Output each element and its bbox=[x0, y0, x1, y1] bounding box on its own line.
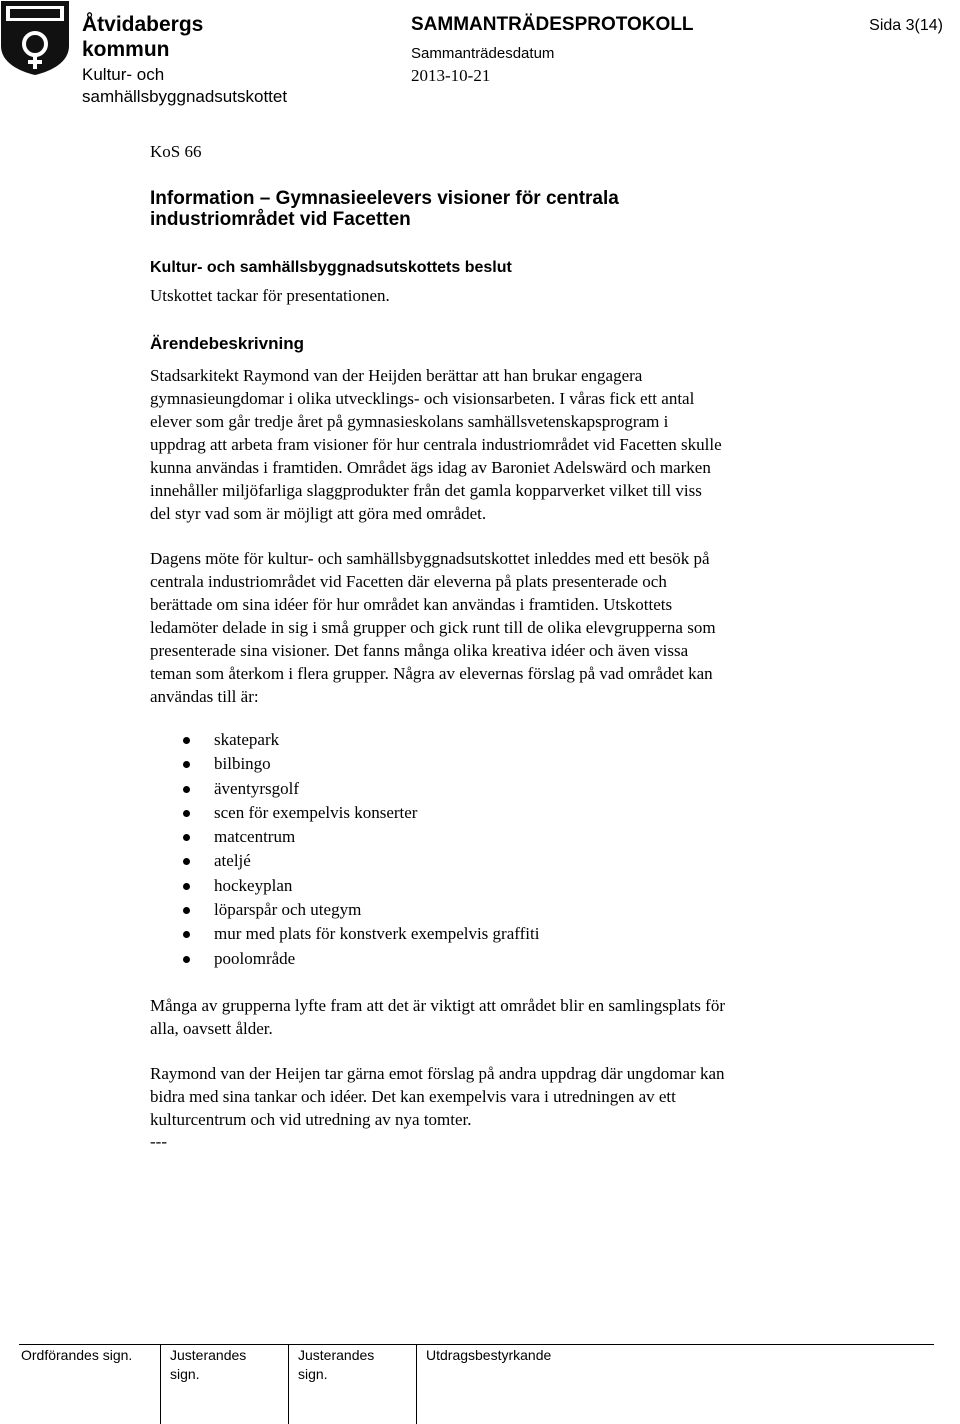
footer-label-line: Justerandes bbox=[170, 1347, 247, 1363]
meeting-date: 2013-10-21 bbox=[411, 66, 491, 85]
decision-text: Utskottet tackar för presentationen. bbox=[150, 286, 390, 305]
text-line: presenterade sina visioner. Det fanns många olika kreativa idéer och även vissa bbox=[150, 641, 689, 660]
text-line: bidra med sina tankar och idéer. Det kan exempelvis vara i utredningen av ett bbox=[150, 1087, 676, 1106]
list-item: ateljé bbox=[214, 849, 539, 873]
text-line: teman som återkom i flera grupper. Några av elevernas förslag på vad området kan bbox=[150, 664, 713, 683]
footer-divider bbox=[288, 1344, 289, 1424]
description-paragraph-1 bbox=[150, 364, 722, 525]
list-item: löparspår och utegym bbox=[214, 898, 539, 922]
list-item: mur med plats för konstverk exempelvis graffiti bbox=[214, 922, 539, 946]
org-unit-line1: Kultur- och bbox=[82, 65, 165, 84]
text-line: ledamöter delade in sig i små grupper och gick runt till de olika elevgrupperna som bbox=[150, 618, 716, 637]
list-item: bilbingo bbox=[214, 752, 539, 776]
org-name-line2: kommun bbox=[82, 38, 170, 61]
list-item: hockeyplan bbox=[214, 874, 539, 898]
text-line: gymnasieungdomar i olika utvecklings- och visionsarbeten. I våras fick ett antal bbox=[150, 389, 695, 408]
description-paragraph-4 bbox=[150, 1062, 725, 1131]
text-line: användas till är: bbox=[150, 687, 259, 706]
section-separator: --- bbox=[150, 1132, 167, 1151]
footer-label-line: Justerandes bbox=[298, 1347, 375, 1363]
adjuster-signature-label-1 bbox=[170, 1346, 246, 1384]
footer-label-line: sign. bbox=[170, 1366, 200, 1382]
text-line: Stadsarkitekt Raymond van der Heijden berättar att han brukar engagera bbox=[150, 366, 643, 385]
list-item: poolområde bbox=[214, 947, 539, 971]
text-line: Dagens möte för kultur- och samhällsbyggnadsutskottet inleddes med ett besök på bbox=[150, 549, 710, 568]
adjuster-signature-label-2 bbox=[298, 1346, 374, 1384]
list-item: äventyrsgolf bbox=[214, 777, 539, 801]
suggestion-list bbox=[214, 728, 539, 971]
text-line: uppdrag att arbeta fram visioner för hur centrala industriområdet vid Facetten skulle bbox=[150, 435, 722, 454]
page-number: Sida 3(14) bbox=[869, 17, 943, 34]
organization-name bbox=[82, 12, 203, 62]
text-line: kunna användas i framtiden. Området ägs idag av Baroniet Adelswärd och marken bbox=[150, 458, 711, 477]
list-item: scen för exempelvis konserter bbox=[214, 801, 539, 825]
description-paragraph-3 bbox=[150, 994, 725, 1040]
text-line: berättade om sina idéer för hur området kan användas i framtiden. Utskottets bbox=[150, 595, 673, 614]
footer-rule bbox=[19, 1344, 934, 1345]
text-line: centrala industriområdet vid Facetten där eleverna på plats presenterade och bbox=[150, 572, 667, 591]
extract-certifier-label: Utdragsbestyrkande bbox=[426, 1347, 552, 1363]
text-line: del styr vad som är möjligt att göra med området. bbox=[150, 504, 487, 523]
list-item: skatepark bbox=[214, 728, 539, 752]
text-line: kulturcentrum och vid utredning av nya tomter. bbox=[150, 1110, 472, 1129]
footer-label-line: sign. bbox=[298, 1366, 328, 1382]
municipality-logo bbox=[0, 0, 70, 76]
description-paragraph-2 bbox=[150, 547, 716, 708]
document-type: SAMMANTRÄDESPROTOKOLL bbox=[411, 14, 694, 35]
title-line: industriområdet vid Facetten bbox=[150, 209, 411, 230]
org-unit-line2: samhällsbyggnadsutskottet bbox=[82, 87, 288, 106]
title-line: Information – Gymnasieelevers visioner för centrala bbox=[150, 188, 619, 209]
text-line: Raymond van der Heijen tar gärna emot förslag på andra uppdrag där ungdomar kan bbox=[150, 1064, 725, 1083]
list-item: matcentrum bbox=[214, 825, 539, 849]
organization-unit bbox=[82, 64, 287, 108]
text-line: Många av grupperna lyfte fram att det är viktigt att området blir en samlingsplats för bbox=[150, 996, 725, 1015]
text-line: elever som går tredje året på gymnasieskolans samhällsvetenskapsprogram i bbox=[150, 412, 669, 431]
text-line: alla, oavsett ålder. bbox=[150, 1019, 273, 1038]
decision-heading: Kultur- och samhällsbyggnadsutskottets beslut bbox=[150, 259, 512, 276]
org-name-line1: Åtvidabergs bbox=[82, 13, 204, 36]
footer-divider bbox=[416, 1344, 417, 1424]
chair-signature-label: Ordförandes sign. bbox=[21, 1347, 133, 1363]
description-heading: Ärendebeskrivning bbox=[150, 334, 304, 353]
footer-divider bbox=[160, 1344, 161, 1424]
section-number: KoS 66 bbox=[150, 142, 202, 161]
section-title bbox=[150, 188, 770, 230]
text-line: innehåller miljöfarliga slaggprodukter från det gamla kopparverket vilket till viss bbox=[150, 481, 702, 500]
meeting-date-label: Sammanträdesdatum bbox=[411, 45, 555, 62]
